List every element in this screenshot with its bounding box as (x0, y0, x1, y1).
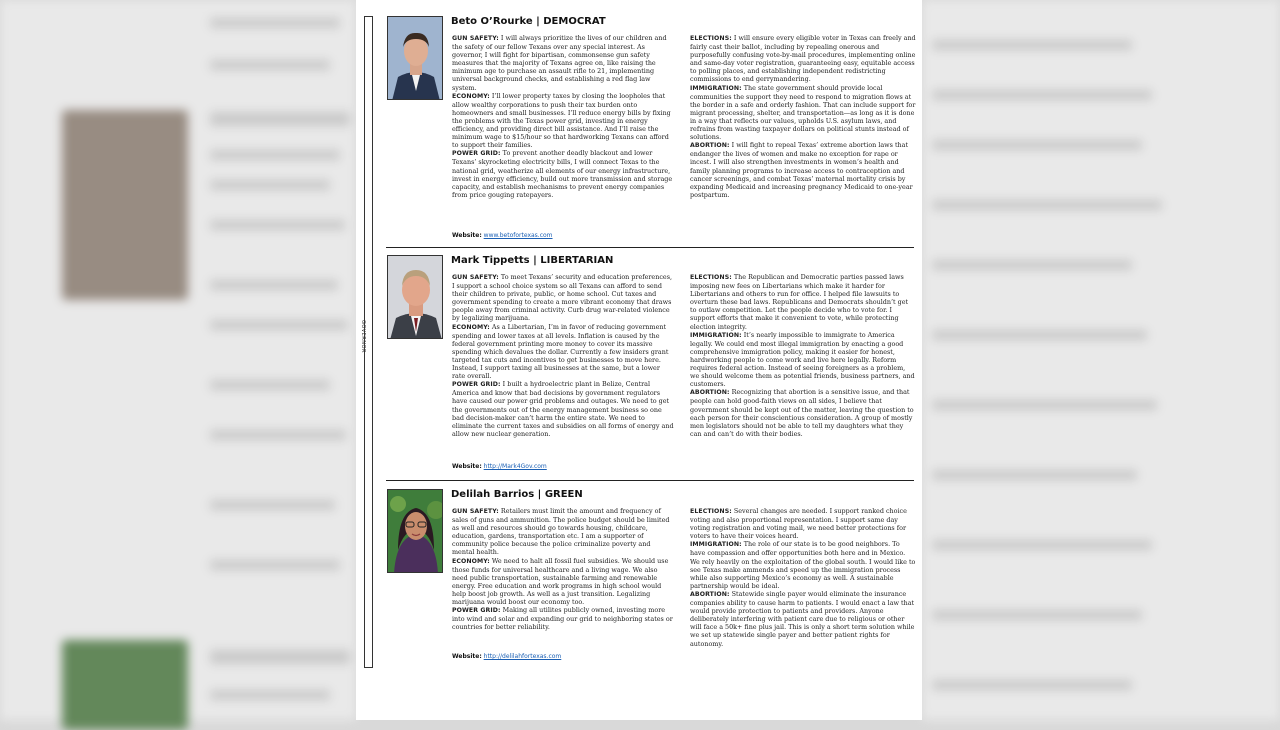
website-label: Website: (452, 653, 482, 660)
left-column (452, 273, 674, 438)
issue-label-abortion: ABORTION: (690, 590, 730, 598)
website-line (452, 463, 547, 470)
issue-text-gun-safety: I will always prioritize the lives of our children and the safety of our fellow Texans over any special interest. As governor, I will fight for bipartisan, commonsense gun safety measures that the majority of Texans agree on, like raising the minimum age to purchase an assault rifle to 21, implementing universal background checks, and establishing a red flag law system. (452, 34, 667, 92)
candidate-name: Beto O’Rourke | DEMOCRAT (451, 16, 606, 27)
website-label: Website: (452, 463, 482, 470)
issue-label-elections: ELECTIONS: (690, 35, 732, 42)
section-divider (386, 480, 914, 481)
right-column (690, 273, 916, 438)
issue-label-power-grid: POWER GRID: (452, 150, 501, 158)
candidate-photo (387, 489, 443, 573)
issue-text-elections: I will ensure every eligible voter in Texas can freely and fairly cast their ballot, including by repealing onerous and purposefully confusing vote-by-mail procedures, implementing online and same-day voter registration, guaranteeing easy, equitable access to polling places, and establishing independent redistricting commissions to end gerrymandering. (690, 34, 916, 84)
issue-text-gun-safety: Retailers must limit the amount and frequency of sales of guns and ammunition. The police budget should be limited as well and resources should go towards housing, childcare, education, gardens, transportation etc. I am a supporter of community police because the police criminalize poverty and mental health. (452, 507, 670, 557)
right-column (690, 34, 916, 199)
issue-text-power-grid: Making all utilites publicly owned, investing more into wind and solar and expanding our grid to neighboring states or countries for better reliability. (452, 606, 673, 632)
issue-label-gun-safety: GUN SAFETY: (452, 274, 499, 281)
candidate-photo (387, 255, 443, 339)
candidate-block-barrios (386, 489, 916, 679)
right-column (690, 507, 916, 648)
section-label: GOVERNOR (360, 320, 366, 353)
issue-text-economy: I’ll lower property taxes by closing the loopholes that allow wealthy corporations to push their tax burden onto homeowners and small businesses. I’ll reduce energy bills by fixing the problems with the Texas power grid, investing in energy efficiency, and providing direct bill assistance. And I’ll raise the minimum wage to $15/hour so that hardworking Texans can afford to support their families. (452, 91, 671, 150)
issue-text-power-grid: To prevent another deadly blackout and lower Texans’ skyrocketing electricity bills, I will connect Texas to the national grid, weatherize all elements of our energy infrastructure, invest in energy efficiency, build out more transmission and storage capacity, and establish mechanisms to prevent energy companies from price gouging ratepayers. (452, 149, 673, 199)
issue-text-elections: Several changes are needed. I support ranked choice voting and also proportional representation. I support same day voting registration and voting mail, we need better protections for voters to have their voices heard. (690, 507, 907, 541)
background-blur-left (0, 0, 356, 720)
voter-guide-page (356, 0, 922, 720)
issue-label-abortion: ABORTION: (690, 142, 730, 150)
website-link[interactable]: http://delilahfortexas.com (483, 653, 562, 660)
candidate-block-tippetts (386, 255, 916, 475)
issue-text-immigration: The role of our state is to be good neighbors. To have compassion and offer opportunities both here and in Mexico. We rely heavily on the exploitation of the global south. I would like to see Texas make ammends and speed up the immigration process while also supporting Mexico’s economy as well. A sustainable partnership would be ideal. (690, 540, 916, 590)
portrait-icon (388, 256, 443, 339)
candidate-photo (387, 16, 443, 100)
section-divider (386, 247, 914, 248)
issue-label-economy: ECONOMY: (452, 323, 490, 331)
website-line (452, 653, 561, 660)
issue-label-elections: ELECTIONS: (690, 274, 732, 281)
issue-text-abortion: Statewide single payer would eliminate the insurance companies ability to cause harm to patients. I would enact a law that would provide protection to patients and providers. Anyone deliberately interfering with patient care due to religious or other will face a 50k+ fine plus jail. This is only a short term solution while we set up statewide single payer and better patient rights for autonomy. (690, 589, 915, 648)
issue-label-abortion: ABORTION: (690, 389, 730, 397)
website-line (452, 232, 553, 239)
issue-text-immigration: It’s nearly impossible to immigrate to America legally. We could end most illegal immigration by enacting a good comprehensive immigration policy, making it easier for honest, hardworking people to come work and live here legally. Reform requires federal action. Instead of seeing foreigners as a problem, we should welcome them as potential friends, business partners, and customers. (690, 330, 915, 389)
website-label: Website: (452, 232, 482, 239)
background-blur-right (922, 0, 1280, 720)
issue-label-immigration: IMMIGRATION: (690, 331, 742, 339)
portrait-icon (388, 490, 443, 573)
issue-text-elections: The Republican and Democratic parties passed laws imposing new fees on Libertarians which make it harder for Libertarians and others to run for office. I helped file lawsuits to overturn these bad laws. Republicans and Democrats shouldn’t get to outlaw competition. Let the people decide who to vote for. I support efforts that make it convenient to vote, while protecting election integrity. (690, 273, 909, 331)
issue-label-elections: ELECTIONS: (690, 508, 732, 515)
issue-label-immigration: IMMIGRATION: (690, 84, 742, 92)
issue-text-economy: We need to halt all fossil fuel subsidies. We should use those funds for universal healthcare and a living wage. We also need public transportation, sustainable farming and renewable energy. Free education and work programs in high school would help boost job growth. As well as a just transition. Legalizing marijuana would boost our economy too. (452, 556, 669, 607)
issue-label-economy: ECONOMY: (452, 557, 490, 565)
issue-label-power-grid: POWER GRID: (452, 381, 501, 389)
issue-label-economy: ECONOMY: (452, 92, 490, 100)
issue-label-gun-safety: GUN SAFETY: (452, 35, 499, 42)
website-link[interactable]: http://Mark4Gov.com (483, 463, 547, 470)
issue-text-immigration: The state government should provide local communities the support they need to respond to migration flows at the border in a safe and orderly fashion. That can include support for migrant processing, shelter, and transportation—as long as it is done in a way that reflects our values, upholds U.S. asylum laws, and refrains from wasting taxpayer dollars on political stunts instead of solutions. (690, 83, 916, 142)
candidate-name: Mark Tippetts | LIBERTARIAN (451, 255, 614, 266)
left-column (452, 507, 674, 631)
issue-text-power-grid: I built a hydroelectric plant in Belize, Central America and know that bad decisions by government regulators have caused our power grid problems and outages. We need to get the governments out of the energy management business so one bad decision-maker can’t harm the entire state. We need to eliminate the current taxes and subsidies on all forms of energy and allow new nuclear generation. (452, 380, 674, 438)
website-link[interactable]: www.betofortexas.com (483, 232, 553, 239)
issue-text-economy: As a Libertarian, I’m in favor of reducing government spending and lower taxes at all levels. Inflation is caused by the federal government printing more money to cover its massive spending which devalues the dollar. Currently a few insiders grant targeted tax cuts and incentives to get businesses to move here. Instead, I support taxing all businesses at the same, but a lower rate overall. (452, 322, 669, 381)
issue-text-abortion: Recognizing that abortion is a sensitive issue, and that people can hold good-faith views on all sides, I believe that government should be kept out of the matter, leaving the question to each person for their conscientious consideration. A group of mostly men legislators should not be able to tell my daughters what they can and can’t do with their bodies. (690, 388, 914, 438)
candidate-name: Delilah Barrios | GREEN (451, 489, 583, 500)
left-column (452, 34, 674, 199)
issue-label-power-grid: POWER GRID: (452, 607, 501, 615)
issue-label-gun-safety: GUN SAFETY: (452, 508, 499, 515)
issue-text-abortion: I will fight to repeal Texas’ extreme abortion laws that endanger the lives of women and make no exception for rape or incest. I will also strengthen investments in women’s health and family planning programs to increase access to contraception and cancer screenings, and combat Texas’ maternal mortality crisis by expanding Medicaid and increasing pregnancy Medicaid to one-year postpartum. (690, 141, 913, 199)
candidate-block-orourke (386, 16, 916, 246)
issue-text-gun-safety: To meet Texans’ security and education preferences, I support a school choice system so all Texans can afford to send their children to private, public, or home school. Cut taxes and government spending to create a more vibrant economy that draws people away from criminal activity. Curb drug war-related violence by legalizing marijuana. (452, 273, 673, 323)
portrait-icon (388, 17, 443, 100)
issue-label-immigration: IMMIGRATION: (690, 541, 742, 549)
